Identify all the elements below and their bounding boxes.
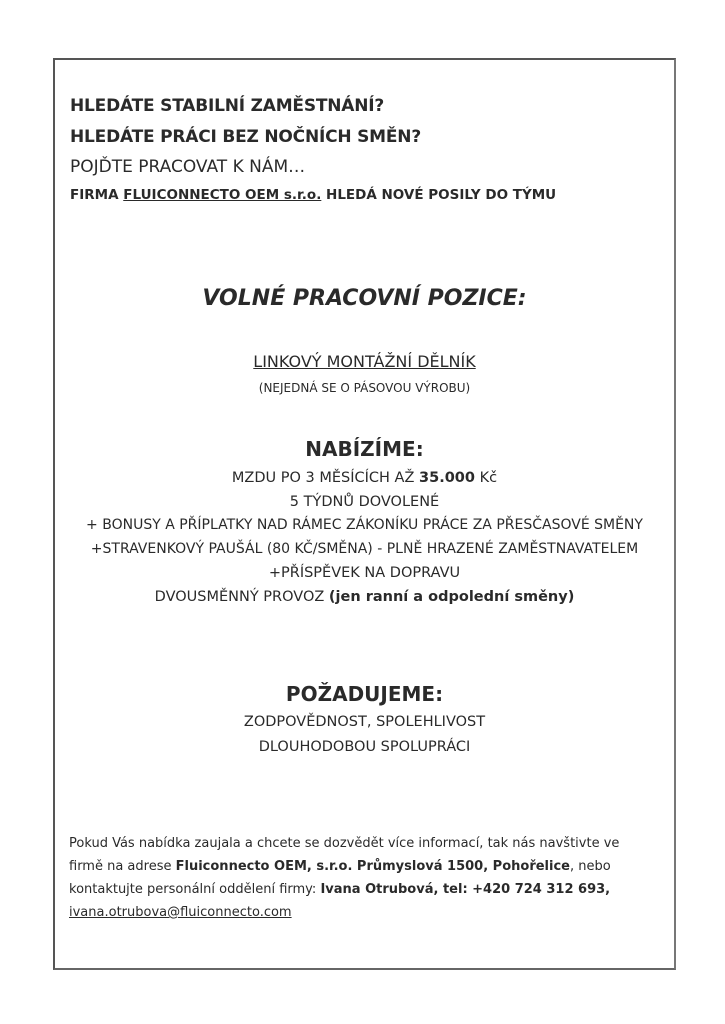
offer-salary xyxy=(53,470,676,486)
headline-no-night-shifts: HLEDÁTE PRÁCI BEZ NOČNÍCH SMĚN? xyxy=(70,127,421,147)
address-suffix: , nebo xyxy=(569,859,611,874)
shifts-note: (jen ranní a odpolední směny) xyxy=(328,589,575,605)
contact-line-1: Pokud Vás nabídka zaujala a chcete se dozvědět více informací, tak nás navštivte ve xyxy=(69,836,620,851)
company-address: Fluiconnecto OEM, s.r.o. Průmyslová 1500, Pohořelice xyxy=(175,859,570,874)
salary-suffix: Kč xyxy=(474,470,498,486)
offer-transport: +PŘÍSPĚVEK NA DOPRAVU xyxy=(268,565,461,581)
offer-heading: NABÍZÍME: xyxy=(305,437,424,461)
company-name: FLUICONNECTO OEM s.r.o. xyxy=(123,187,322,203)
offer-meal-allowance: +STRAVENKOVÝ PAUŠÁL (80 KČ/SMĚNA) - PLNĚ HRAZENÉ ZAMĚSTNAVATELEM xyxy=(90,541,639,557)
headline-stable-job: HLEDÁTE STABILNÍ ZAMĚSTNÁNÍ? xyxy=(70,96,385,116)
offer-bonuses: + BONUSY A PŘÍPLATKY NAD RÁMEC ZÁKONÍKU PRÁCE ZA PŘESČASOVÉ SMĚNY xyxy=(86,517,643,533)
salary-prefix: MZDU PO 3 MĚSÍCÍCH AŽ xyxy=(231,470,420,486)
contact-person: Ivana Otrubová, tel: +420 724 312 693, xyxy=(320,882,611,897)
company-line-prefix: FIRMA xyxy=(70,187,124,203)
headline-come-work: POJĎTE PRACOVAT K NÁM… xyxy=(70,157,306,177)
offer-vacation: 5 TÝDNŮ DOVOLENÉ xyxy=(289,494,440,510)
contact-email-link[interactable]: ivana.otrubova@fluiconnecto.com xyxy=(69,905,292,920)
requirement-long-term: DLOUHODOBOU SPOLUPRÁCI xyxy=(258,739,471,755)
company-line-suffix: HLEDÁ NOVÉ POSILY DO TÝMU xyxy=(321,187,557,203)
headline-company-line xyxy=(70,187,556,203)
job-title xyxy=(53,352,676,371)
contact-line-3 xyxy=(69,878,610,901)
open-positions-heading: VOLNÉ PRACOVNÍ POZICE: xyxy=(202,286,527,311)
offer-shifts xyxy=(53,589,676,605)
salary-amount: 35.000 xyxy=(419,470,475,486)
job-note: (NEJEDNÁ SE O PÁSOVOU VÝROBU) xyxy=(258,381,471,395)
address-prefix: firmě na adrese xyxy=(69,859,176,874)
job-title-text: LINKOVÝ MONTÁŽNÍ DĚLNÍK xyxy=(253,352,476,371)
contact-line-2 xyxy=(69,855,611,878)
contact-prefix: kontaktujte personální oddělení firmy: xyxy=(69,882,321,897)
requirements-heading: POŽADUJEME: xyxy=(285,682,444,706)
shifts-prefix: DVOUSMĚNNÝ PROVOZ xyxy=(154,589,329,605)
requirement-responsibility: ZODPOVĚDNOST, SPOLEHLIVOST xyxy=(243,714,486,730)
